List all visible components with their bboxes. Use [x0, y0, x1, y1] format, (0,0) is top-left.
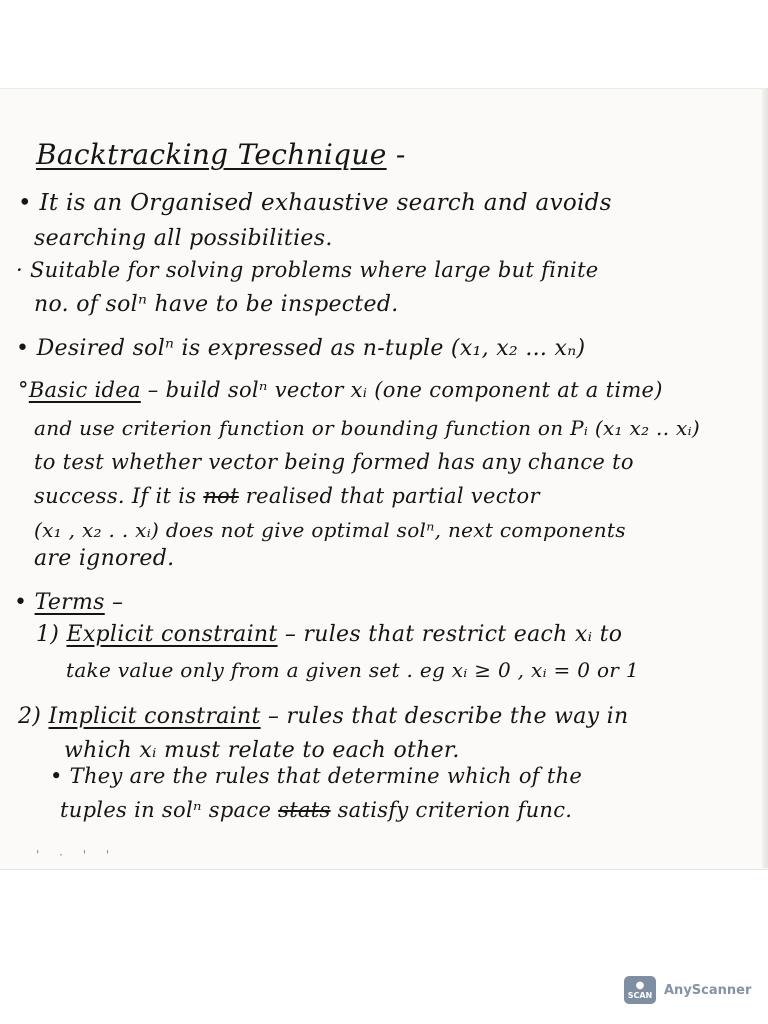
- basic-idea-heading: Basic idea: [28, 378, 141, 402]
- page-edge: [762, 88, 768, 868]
- title-dash: -: [386, 138, 406, 171]
- note-line-13: [36, 622, 622, 647]
- terms-dash: –: [104, 590, 124, 615]
- note-line-8: to test whether vector being formed has any chance to: [34, 450, 634, 474]
- scanner-brand: AnyScanner: [664, 982, 752, 998]
- note-title: Backtracking Technique: [36, 138, 387, 171]
- note-title-row: [36, 138, 406, 171]
- note-line-4: no. of solⁿ have to be inspected.: [34, 292, 399, 317]
- terms-bullet: •: [14, 590, 35, 615]
- page-bottom-marks: ' · ' ': [36, 848, 118, 862]
- note-line-7: and use criterion function or bounding function on Pᵢ (x₁ x₂ .. xᵢ): [34, 416, 701, 440]
- note-line-18: [60, 798, 572, 822]
- note-line-14: take value only from a given set . eg xᵢ ≥ 0 , xᵢ = 0 or 1: [66, 658, 639, 682]
- scan-logo-word: SCAN: [627, 990, 653, 1000]
- implicit-constraint-heading: Implicit constraint: [48, 704, 261, 729]
- note-line-6: [18, 378, 663, 402]
- line-9-start: success. If it is: [34, 484, 204, 508]
- note-line-3: · Suitable for solving problems where large but finite: [16, 258, 599, 282]
- line-9-end: realised that partial vector: [238, 484, 540, 508]
- bullet-mark: °: [18, 378, 29, 402]
- item-1-number: 1): [36, 622, 67, 647]
- note-line-10: (x₁ , x₂ . . xᵢ) does not give optimal solⁿ, next components: [34, 518, 626, 542]
- note-line-15: [18, 704, 628, 729]
- basic-idea-text: – build solⁿ vector xᵢ (one component at a time): [140, 378, 663, 402]
- struck-word-2: stats: [278, 798, 331, 822]
- scanner-watermark: [624, 976, 751, 1004]
- explicit-constraint-heading: Explicit constraint: [66, 622, 278, 647]
- note-line-12: [14, 590, 123, 615]
- note-line-17: • They are the rules that determine which of the: [50, 764, 583, 788]
- struck-word: not: [203, 484, 239, 508]
- note-line-9: [34, 484, 540, 508]
- scan-logo-icon: ● SCAN: [624, 976, 656, 1004]
- note-line-16: which xᵢ must relate to each other.: [64, 738, 460, 763]
- explicit-constraint-text: – rules that restrict each xᵢ to: [277, 622, 623, 647]
- line-18-end: satisfy criterion func.: [330, 798, 573, 822]
- note-line-5: • Desired solⁿ is expressed as n-tuple (x₁, x₂ ... xₙ): [16, 336, 586, 361]
- note-line-11: are ignored.: [34, 546, 175, 571]
- implicit-constraint-text: – rules that describe the way in: [260, 704, 629, 729]
- item-2-number: 2): [18, 704, 49, 729]
- note-line-2: searching all possibilities.: [34, 226, 333, 251]
- terms-heading: Terms: [34, 590, 105, 615]
- line-18-start: tuples in solⁿ space: [60, 798, 279, 822]
- note-line-1: • It is an Organised exhaustive search and avoids: [18, 190, 612, 216]
